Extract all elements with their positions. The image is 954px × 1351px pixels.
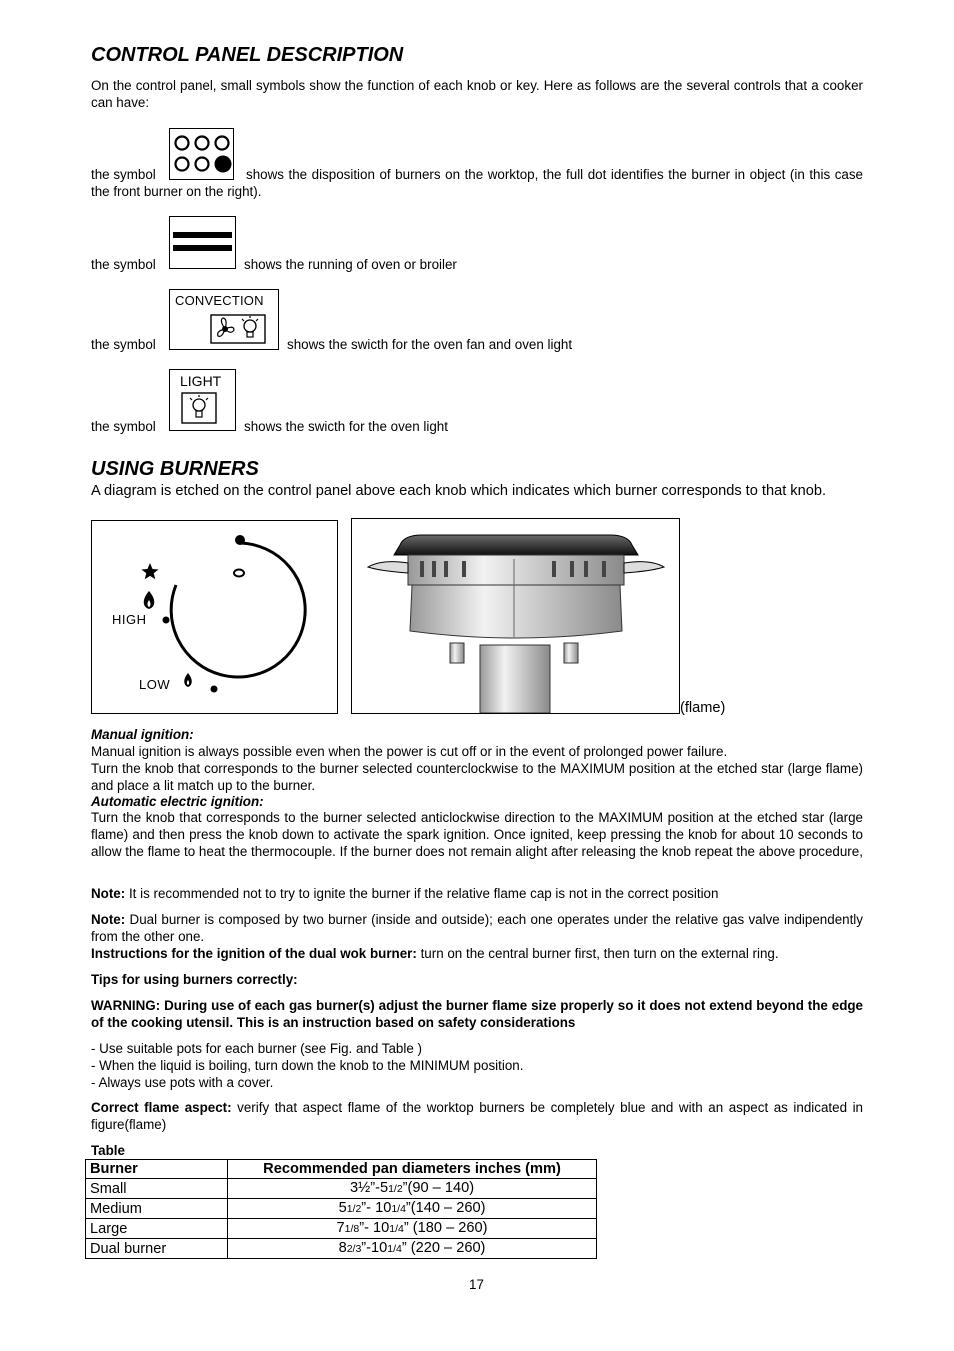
symbol-prefix: the symbol bbox=[91, 419, 156, 434]
table-row bbox=[86, 1179, 597, 1199]
symbol-desc-oven: shows the running of oven or broiler bbox=[244, 257, 457, 272]
table-cell-diameter: 82/3”-101/4” (220 – 260) bbox=[228, 1239, 597, 1259]
star-icon bbox=[142, 563, 159, 579]
symbol-desc-convection: shows the swicth for the oven fan and oven light bbox=[287, 337, 573, 352]
using-burners-intro: A diagram is etched on the control panel above each knob which indicates which burner corresponds to that knob. bbox=[91, 483, 827, 499]
table-cell-burner: Small bbox=[86, 1179, 228, 1199]
dual-wok-label: Instructions for the ignition of the dual wok burner: bbox=[91, 946, 417, 961]
table-header-diameter: Recommended pan diameters inches (mm) bbox=[228, 1160, 597, 1179]
note-flame-cap bbox=[91, 885, 863, 902]
symbol-desc-light: shows the swicth for the oven light bbox=[244, 419, 448, 434]
table-header-row bbox=[86, 1160, 597, 1179]
note-label: Note: bbox=[91, 886, 126, 901]
manual-ignition-heading: Manual ignition: bbox=[91, 727, 194, 742]
list-item: - Always use pots with a cover. bbox=[91, 1075, 274, 1090]
note-dual-burner bbox=[91, 911, 863, 945]
large-flame-icon bbox=[144, 591, 155, 609]
table-row bbox=[86, 1239, 597, 1259]
flame-caption: (flame) bbox=[680, 700, 726, 716]
oven-broiler-icon bbox=[169, 216, 236, 269]
table-cell-burner: Dual burner bbox=[86, 1239, 228, 1259]
list-item: - When the liquid is boiling, turn down the knob to the MINIMUM position. bbox=[91, 1058, 524, 1073]
pan-diameter-table bbox=[85, 1159, 597, 1259]
symbol-desc-burners: shows the disposition of burners on the worktop, the full dot identifies the burner in object (in this case the front burner on the right). bbox=[91, 167, 863, 199]
table-row bbox=[86, 1199, 597, 1219]
symbol-prefix: the symbol bbox=[91, 337, 156, 352]
bulb-icon bbox=[242, 316, 258, 337]
symbol-row-convection bbox=[91, 336, 156, 353]
flame-aspect-text: verify that aspect flame of the worktop burners be completely blue and with an aspect as indicated in figure(flame) bbox=[91, 1100, 863, 1132]
table-row bbox=[86, 1219, 597, 1239]
convection-label: CONVECTION bbox=[175, 293, 264, 308]
list-item: - Use suitable pots for each burner (see Fig. and Table ) bbox=[91, 1041, 422, 1056]
small-flame-icon bbox=[184, 673, 192, 687]
section-title-control-panel: CONTROL PANEL DESCRIPTION bbox=[91, 44, 404, 66]
note-text: Dual burner is composed by two burner (inside and outside); each one operates under the relative gas valve indipendently from the other one. bbox=[91, 912, 863, 944]
auto-ignition-heading: Automatic electric ignition: bbox=[91, 794, 264, 809]
note-label: Note: bbox=[91, 912, 126, 927]
tips-heading: Tips for using burners correctly: bbox=[91, 972, 298, 987]
section-title-using-burners: USING BURNERS bbox=[91, 458, 259, 480]
table-cell-burner: Medium bbox=[86, 1199, 228, 1219]
manual-ignition-line2: Turn the knob that corresponds to the burner selected counterclockwise to the MAXIMUM position at the etched star (large flame) and place a lit match up to the burner. bbox=[91, 761, 863, 793]
dual-wok-instructions bbox=[91, 945, 863, 962]
table-cell-diameter: 71/8”- 101/4” (180 – 260) bbox=[228, 1219, 597, 1239]
knob-diagram bbox=[91, 520, 338, 714]
table-caption: Table bbox=[91, 1143, 125, 1158]
fan-icon bbox=[218, 318, 234, 336]
tips-list bbox=[91, 1040, 863, 1091]
table-cell-diameter: 3½”-51/2”(90 – 140) bbox=[228, 1179, 597, 1199]
symbol-prefix: the symbol bbox=[91, 257, 156, 272]
flame-aspect-label: Correct flame aspect: bbox=[91, 1100, 232, 1115]
warning-text: WARNING: During use of each gas burner(s) adjust the burner flame size properly so it does not extend beyond the edge of the cooking utensil. This is an instruction based on safety considerations bbox=[91, 998, 863, 1030]
table-cell-diameter: 51/2”- 101/4”(140 – 260) bbox=[228, 1199, 597, 1219]
symbol-prefix: the symbol bbox=[91, 167, 156, 182]
table-cell-burner: Large bbox=[86, 1219, 228, 1239]
dual-wok-text: turn on the central burner first, then turn on the external ring. bbox=[420, 946, 779, 961]
page-number: 17 bbox=[469, 1277, 484, 1292]
manual-ignition-line1: Manual ignition is always possible even when the power is cut off or in the event of prolonged power failure. bbox=[91, 744, 728, 759]
symbol-row-oven bbox=[91, 256, 156, 273]
convection-icon bbox=[169, 289, 279, 350]
light-label: LIGHT bbox=[180, 373, 222, 389]
symbol-row-light bbox=[91, 418, 156, 435]
table-header-burner: Burner bbox=[86, 1160, 228, 1179]
knob-low-label: LOW bbox=[139, 677, 171, 692]
intro-paragraph: On the control panel, small symbols show the function of each knob or key. Here as follows are the several controls that a cooker can have: bbox=[91, 78, 863, 110]
flame-aspect bbox=[91, 1099, 863, 1133]
knob-high-label: HIGH bbox=[112, 612, 147, 627]
light-icon bbox=[169, 369, 236, 431]
auto-ignition-text: Turn the knob that corresponds to the burner selected anticlockwise direction to the MAXIMUM position at the etched star (large flame) and then press the knob down to activate the spark ignition. Once ignited, keep pressing the knob for about 10 seconds to allow the flame to heat the thermocouple. If the burner does not remain alight after releasing the knob repeat the above procedure, bbox=[91, 810, 863, 859]
note-text: It is recommended not to try to ignite the burner if the relative flame cap is not in the correct position bbox=[128, 886, 719, 901]
burner-drawing bbox=[351, 518, 680, 714]
